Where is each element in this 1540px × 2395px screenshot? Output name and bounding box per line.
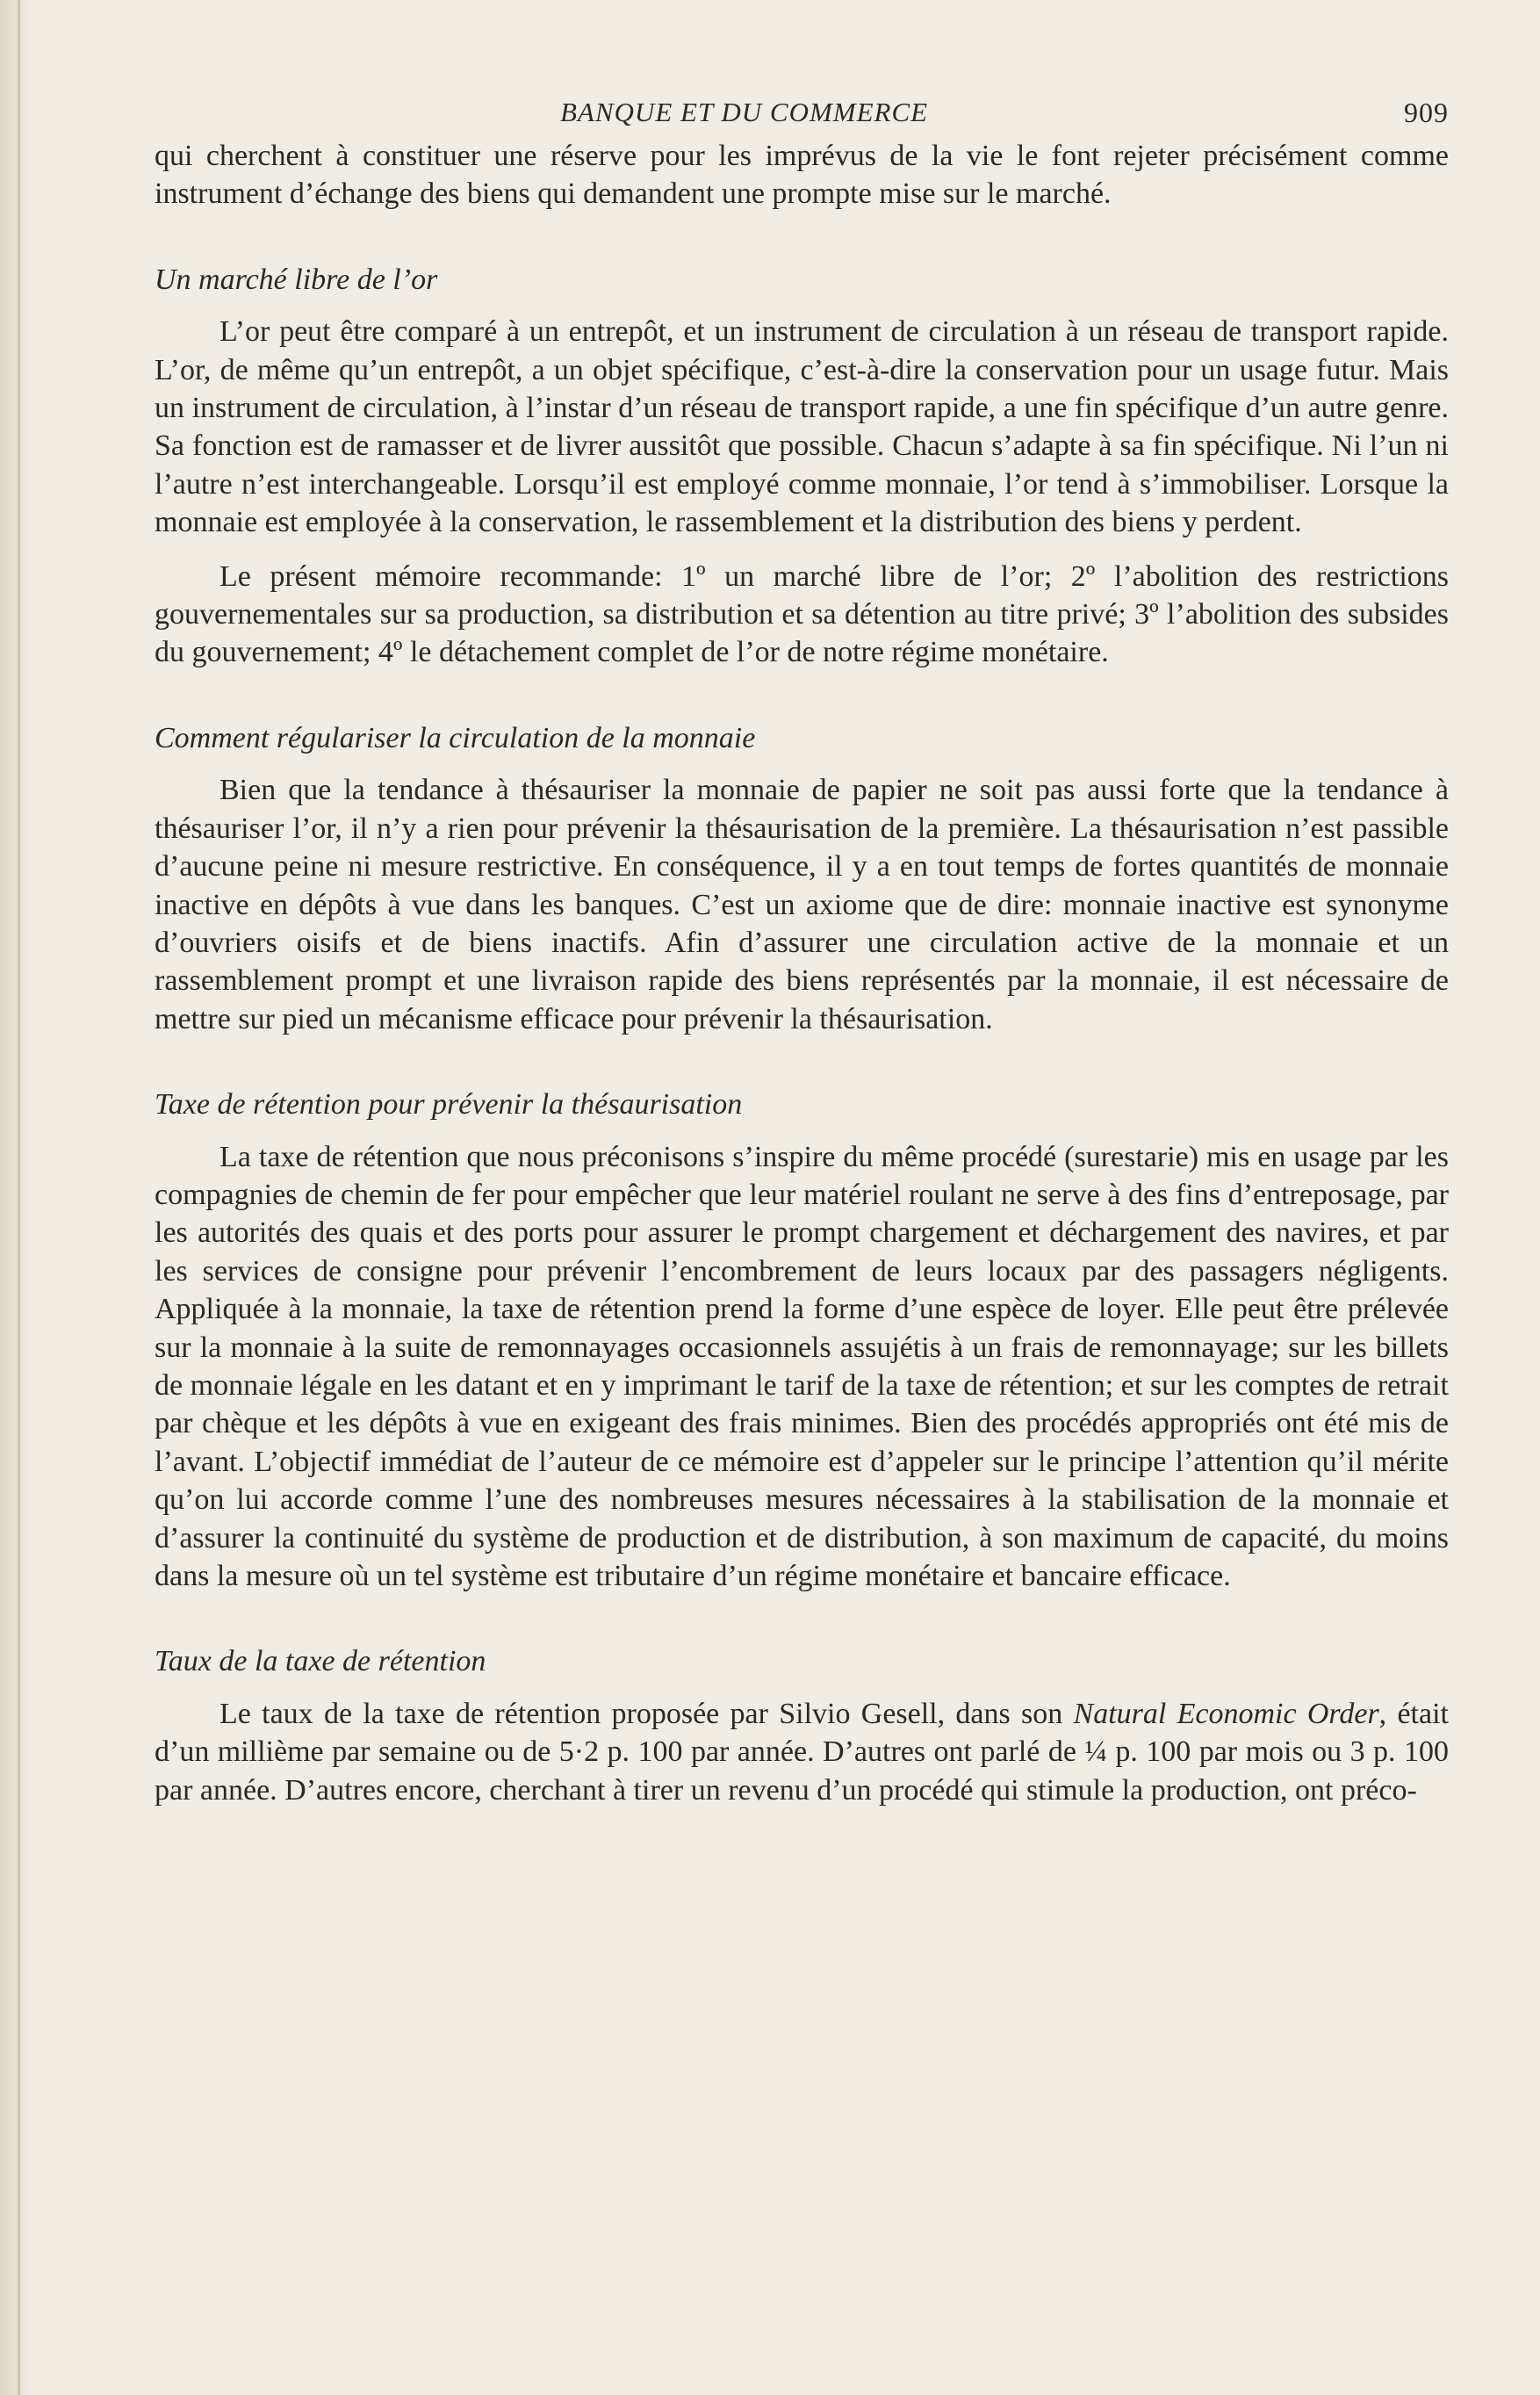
paragraph	[155, 1695, 1449, 1809]
running-head	[155, 84, 1449, 137]
running-title: BANQUE ET DU COMMERCE	[560, 97, 929, 127]
paragraph: La taxe de rétention que nous préconisons s’inspire du même procédé (surestarie) mis en usage par les compagnies de chemin de fer pour empêcher que leur matériel roulant ne serve à des fins d’entreposage, par les autorités des quais et des ports pour assurer le prompt chargement et déchargement des navires, et par les services de consigne pour prévenir l’encombrement de leurs locaux par des passagers négligents. Appliquée à la monnaie, la taxe de rétention prend la forme d’une espèce de loyer. Elle peut être prélevée sur la monnaie à la suite de remonnayages occasionnels assujétis à un frais de remonnayage; sur les billets de monnaie légale en les datant et en y imprimant le tarif de la taxe de rétention; et sur les comptes de retrait par chèque et les dépôts à vue en exigeant des frais minimes. Bien des procédés appropriés ont été mis de l’avant. L’objectif immédiat de l’auteur de ce mémoire est d’appeler sur le principe l’attention qu’il mérite qu’on lui accorde comme l’une des nombreuses mesures nécessaires à la stabilisation de la monnaie et d’assurer la continuité du système de production et de distribution, à son maximum de capacité, du moins dans la mesure où un tel système est tributaire d’un régime monétaire et bancaire efficace.	[155, 1140, 1449, 1592]
book-title: Natural Economic Order	[1073, 1697, 1379, 1730]
page	[155, 84, 1449, 1809]
section-heading-retention-tax: Taxe de rétention pour prévenir la thésaurisation	[155, 1088, 743, 1122]
binding-edge	[0, 0, 32, 2395]
section-heading-money-circulation: Comment régulariser la circulation de la monnaie	[155, 721, 756, 754]
paragraph: Le présent mémoire recommande: 1º un marché libre de l’or; 2º l’abolition des restrictions gouvernementales sur sa production, sa distribution et sa détention au titre privé; 3º l’abolition des subsides du gouvernement; 4º le détachement complet de l’or de notre régime monétaire.	[155, 559, 1449, 669]
section-heading-free-gold-market: Un marché libre de l’or	[155, 263, 438, 296]
paragraph-intro: qui cherchent à constituer une réserve pour les imprévus de la vie le font rejeter précisément comme instrument d’échange des biens qui demandent une prompte mise sur le marché.	[155, 140, 1449, 211]
text-run: Le taux de la taxe de rétention proposée par Silvio Gesell, dans son	[219, 1697, 1074, 1730]
paragraph: L’or peut être comparé à un entrepôt, et un instrument de circulation à un réseau de transport rapide. L’or, de même qu’un entrepôt, a un objet spécifique, c’est-à-dire la conservation pour un usage futur. Mais un instrument de circulation, à l’instar d’un réseau de transport rapide, a une fin spécifique d’un autre genre. Sa fonction est de ramasser et de livrer aussitôt que possible. Chacun s’adapte à sa fin spécifique. Ni l’un ni l’autre n’est interchangeable. Lorsqu’il est employé comme monnaie, l’or tend à s’immobiliser. Lorsque la monnaie est employée à la conservation, le rassemblement et la distribution des biens y perdent.	[155, 315, 1449, 539]
section-heading-retention-tax-rate: Taux de la taxe de rétention	[155, 1645, 486, 1678]
paragraph: Bien que la tendance à thésauriser la monnaie de papier ne soit pas aussi forte que la tendance à thésauriser l’or, il n’y a rien pour prévenir la thésaurisation de la première. La thésaurisation n’est passible d’aucune peine ni mesure restrictive. En conséquence, il y a en tout temps de fortes quantités de monnaie inactive en dépôts à vue dans les banques. C’est un axiome que de dire: monnaie inactive est synonyme d’ouvriers oisifs et de biens inactifs. Afin d’assurer une circulation active de la monnaie et un rassemblement prompt et une livraison rapide des biens représentés par la monnaie, il est nécessaire de mettre sur pied un mécanisme efficace pour prévenir la thésaurisation.	[155, 774, 1449, 1035]
text-run: , était d’un millième par semaine ou de 5·2 p. 100 par année. D’autres ont parlé de ¼ p. 100 par mois ou 3 p. 100 par année. D’autres encore, cherchant à tirer un revenu d’un procédé qui stimule la production, ont préco-	[155, 1697, 1449, 1807]
page-number: 909	[1404, 97, 1449, 128]
